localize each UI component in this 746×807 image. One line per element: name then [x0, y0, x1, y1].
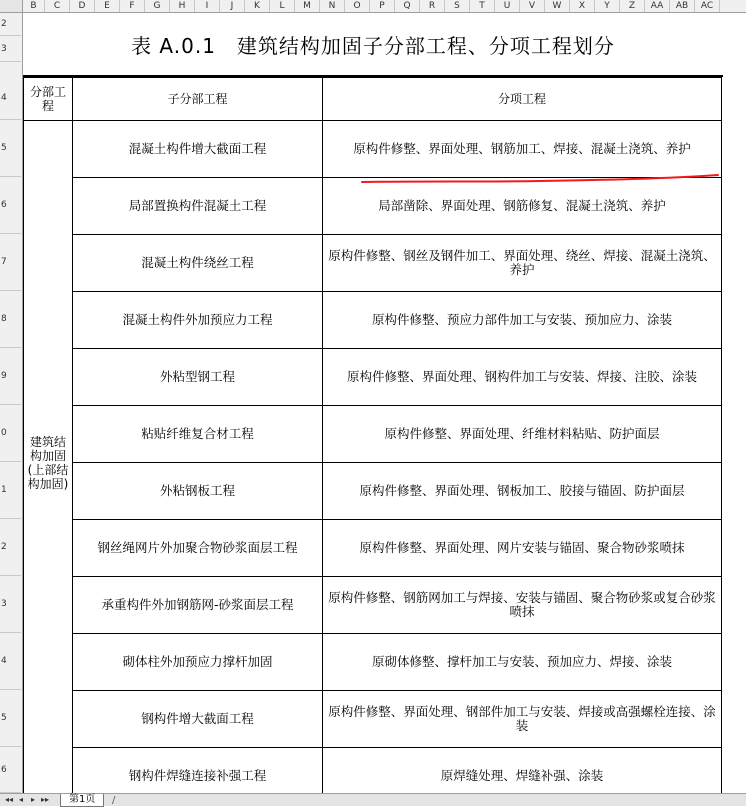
column-header-w[interactable]: W — [545, 0, 570, 12]
row-header-13[interactable]: 3 — [0, 576, 21, 633]
column-header-d[interactable]: D — [70, 0, 95, 12]
items-cell[interactable]: 原构件修整、钢筋网加工与焊接、安装与锚固、聚合物砂浆或复合砂浆喷抹 — [323, 577, 722, 634]
column-header-c[interactable]: C — [45, 0, 70, 12]
items-cell[interactable]: 原构件修整、界面处理、钢部件加工与安装、焊接或高强螺栓连接、涂装 — [323, 691, 722, 748]
row-header-bar — [0, 13, 23, 793]
column-header-ac[interactable]: AC — [695, 0, 720, 12]
subdivision-cell[interactable]: 砌体柱外加预应力撑杆加固 — [73, 634, 323, 691]
column-header-x[interactable]: X — [570, 0, 595, 12]
column-header-m[interactable]: M — [295, 0, 320, 12]
row-header-3[interactable]: 3 — [0, 36, 21, 62]
items-cell[interactable]: 原焊缝处理、焊缝补强、涂装 — [323, 748, 722, 794]
row-header-6[interactable]: 6 — [0, 177, 21, 234]
worksheet[interactable] — [23, 13, 746, 793]
row-header-2[interactable]: 2 — [0, 13, 21, 36]
column-header-t[interactable]: T — [470, 0, 495, 12]
row-header-5[interactable]: 5 — [0, 120, 21, 177]
row-header-9[interactable]: 9 — [0, 348, 21, 405]
items-cell[interactable]: 局部凿除、界面处理、钢筋修复、混凝土浇筑、养护 — [323, 178, 722, 235]
items-cell[interactable]: 原构件修整、界面处理、钢板加工、胶接与锚固、防护面层 — [323, 463, 722, 520]
items-cell[interactable]: 原构件修整、界面处理、纤维材料粘贴、防护面层 — [323, 406, 722, 463]
column-header-p[interactable]: P — [370, 0, 395, 12]
items-cell[interactable]: 原构件修整、界面处理、网片安装与锚固、聚合物砂浆喷抹 — [323, 520, 722, 577]
next-sheet-nav-icon[interactable]: ▸ — [30, 795, 35, 804]
subdivision-cell[interactable]: 混凝土构件绕丝工程 — [73, 235, 323, 292]
subdivision-cell[interactable]: 局部置换构件混凝土工程 — [73, 178, 323, 235]
items-cell[interactable]: 原构件修整、钢丝及钢件加工、界面处理、绕丝、焊接、混凝土浇筑、养护 — [323, 235, 722, 292]
subdivision-cell[interactable]: 钢构件增大截面工程 — [73, 691, 323, 748]
prev-sheet-nav-icon[interactable]: ◂ — [18, 795, 23, 804]
column-header-q[interactable]: Q — [395, 0, 420, 12]
table-title[interactable]: 表 A.0.1 建筑结构加固子分部工程、分项工程划分 — [23, 13, 723, 77]
column-header-ab[interactable]: AB — [670, 0, 695, 12]
column-header-i[interactable]: I — [195, 0, 220, 12]
column-header-u[interactable]: U — [495, 0, 520, 12]
subdivision-cell[interactable]: 承重构件外加钢筋网-砂浆面层工程 — [73, 577, 323, 634]
row-header-4[interactable]: 4 — [0, 77, 21, 120]
subdivision-cell[interactable]: 混凝土构件增大截面工程 — [73, 121, 323, 178]
last-sheet-nav-icon[interactable]: ▸▸ — [40, 795, 50, 804]
subdivision-cell[interactable]: 外粘型钢工程 — [73, 349, 323, 406]
column-header-b[interactable]: B — [23, 0, 45, 12]
column-header-bar — [0, 0, 746, 13]
header-division[interactable]: 分部工程 — [24, 78, 73, 121]
column-header-aa[interactable]: AA — [645, 0, 670, 12]
column-header-r[interactable]: R — [420, 0, 445, 12]
column-header-z[interactable]: Z — [620, 0, 645, 12]
row-header-15[interactable]: 5 — [0, 690, 21, 747]
sheet-tab-bar — [0, 793, 746, 806]
red-underline-annotation — [360, 173, 720, 185]
sheet-tab-page1[interactable]: 第1页 — [60, 794, 104, 807]
header-subdivision[interactable]: 子分部工程 — [73, 78, 323, 121]
column-header-s[interactable]: S — [445, 0, 470, 12]
column-header-n[interactable]: N — [320, 0, 345, 12]
column-header-l[interactable]: L — [270, 0, 295, 12]
column-header-j[interactable]: J — [220, 0, 245, 12]
column-header-y[interactable]: Y — [595, 0, 620, 12]
column-header-h[interactable]: H — [170, 0, 195, 12]
row-header-16[interactable]: 6 — [0, 747, 21, 793]
column-header-k[interactable]: K — [245, 0, 270, 12]
row-header-12[interactable]: 2 — [0, 519, 21, 576]
row-header-7[interactable]: 7 — [0, 234, 21, 291]
items-cell[interactable]: 原构件修整、预应力部件加工与安装、预加应力、涂装 — [323, 292, 722, 349]
subdivision-cell[interactable]: 粘贴纤维复合材工程 — [73, 406, 323, 463]
subdivision-cell[interactable]: 外粘钢板工程 — [73, 463, 323, 520]
row-header-10[interactable]: 0 — [0, 405, 21, 462]
items-cell[interactable]: 原构件修整、界面处理、钢筋加工、焊接、混凝土浇筑、养护 — [323, 121, 722, 178]
select-all-corner[interactable] — [0, 0, 23, 12]
column-header-f[interactable]: F — [120, 0, 145, 12]
items-cell[interactable]: 原构件修整、界面处理、钢构件加工与安装、焊接、注胶、涂装 — [323, 349, 722, 406]
subdivision-cell[interactable]: 钢构件焊缝连接补强工程 — [73, 748, 323, 794]
row-header-8[interactable]: 8 — [0, 291, 21, 348]
row-header-14[interactable]: 4 — [0, 633, 21, 690]
column-header-g[interactable]: G — [145, 0, 170, 12]
row-header-11[interactable]: 1 — [0, 462, 21, 519]
subdivision-cell[interactable]: 钢丝绳网片外加聚合物砂浆面层工程 — [73, 520, 323, 577]
column-header-e[interactable]: E — [95, 0, 120, 12]
items-cell[interactable]: 原砌体修整、撑杆加工与安装、预加应力、焊接、涂装 — [323, 634, 722, 691]
first-sheet-nav-icon[interactable]: ◂◂ — [4, 795, 14, 804]
subdivision-cell[interactable]: 混凝土构件外加预应力工程 — [73, 292, 323, 349]
tab-separator: / — [112, 795, 116, 806]
header-items[interactable]: 分项工程 — [323, 78, 722, 121]
column-header-o[interactable]: O — [345, 0, 370, 12]
column-header-v[interactable]: V — [520, 0, 545, 12]
division-cell[interactable]: 建筑结构加固(上部结构加固) — [24, 121, 73, 794]
